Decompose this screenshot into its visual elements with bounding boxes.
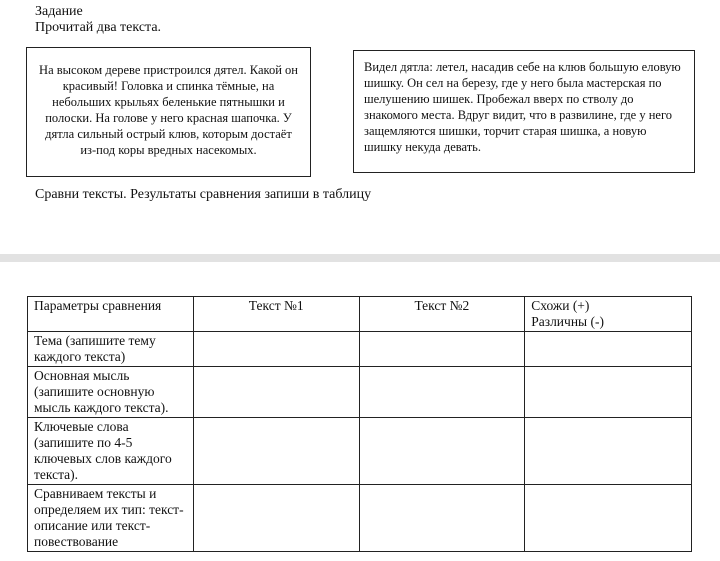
task-instruction: Прочитай два текста.: [35, 20, 162, 35]
section-divider: [0, 254, 720, 262]
table-header-row: [28, 297, 692, 332]
row-label-keywords: Ключевые слова (запишите по 4-5 ключевых слов каждого текста).: [28, 418, 194, 485]
text-2-content: Видел дятла: летел, насадив себе на клюв большую еловую шишку. Он сел на березу, где у него была мастерская по шелушению шишек. Пробежал вверх по стволу до знакомого места. Вдруг видит, что в развилине, где у него защемляются шишки, торчит старая шишка, а новую шишку некуда девать.: [364, 60, 681, 154]
cell-text1-text-type[interactable]: [193, 485, 359, 552]
header-text-1: Текст №1: [193, 297, 359, 332]
row-label-text-type: Сравниваем тексты и определяем их тип: текст-описание или текст-повествование: [28, 485, 194, 552]
cell-text1-topic[interactable]: [193, 332, 359, 367]
cell-text2-text-type[interactable]: [359, 485, 525, 552]
cell-compare-topic[interactable]: [525, 332, 692, 367]
table-row: [28, 332, 692, 367]
task-section: [0, 0, 720, 256]
cell-compare-keywords[interactable]: [525, 418, 692, 485]
compare-instruction: Сравни тексты. Результаты сравнения запиши в таблицу: [35, 187, 372, 202]
header-text-2: Текст №2: [359, 297, 525, 332]
cell-text1-keywords[interactable]: [193, 418, 359, 485]
text-1-content: На высоком дереве пристроился дятел. Какой он красивый! Головка и спинка тёмные, на небольших крыльях беленькие пятнышки и полоски. На голове у него красная шапочка. У дятла сильный острый клюв, которым достаёт из-под коры вредных насекомых.: [39, 63, 298, 157]
row-label-main-idea: Основная мысль (запишите основную мысль каждого текста).: [28, 367, 194, 418]
cell-compare-main-idea[interactable]: [525, 367, 692, 418]
cell-compare-text-type[interactable]: [525, 485, 692, 552]
table-row: [28, 367, 692, 418]
header-params: Параметры сравнения: [28, 297, 194, 332]
cell-text2-main-idea[interactable]: [359, 367, 525, 418]
text-box-1: [26, 47, 311, 177]
header-different: Различны (-): [531, 314, 604, 329]
row-label-topic: Тема (запишите тему каждого текста): [28, 332, 194, 367]
table-row: [28, 485, 692, 552]
table-row: [28, 418, 692, 485]
comparison-table: [27, 296, 692, 552]
cell-text2-keywords[interactable]: [359, 418, 525, 485]
cell-text2-topic[interactable]: [359, 332, 525, 367]
header-similar-different: [525, 297, 692, 332]
header-similar: Схожи (+): [531, 298, 590, 313]
task-title: Задание: [35, 4, 83, 19]
cell-text1-main-idea[interactable]: [193, 367, 359, 418]
text-box-2: [353, 50, 695, 173]
